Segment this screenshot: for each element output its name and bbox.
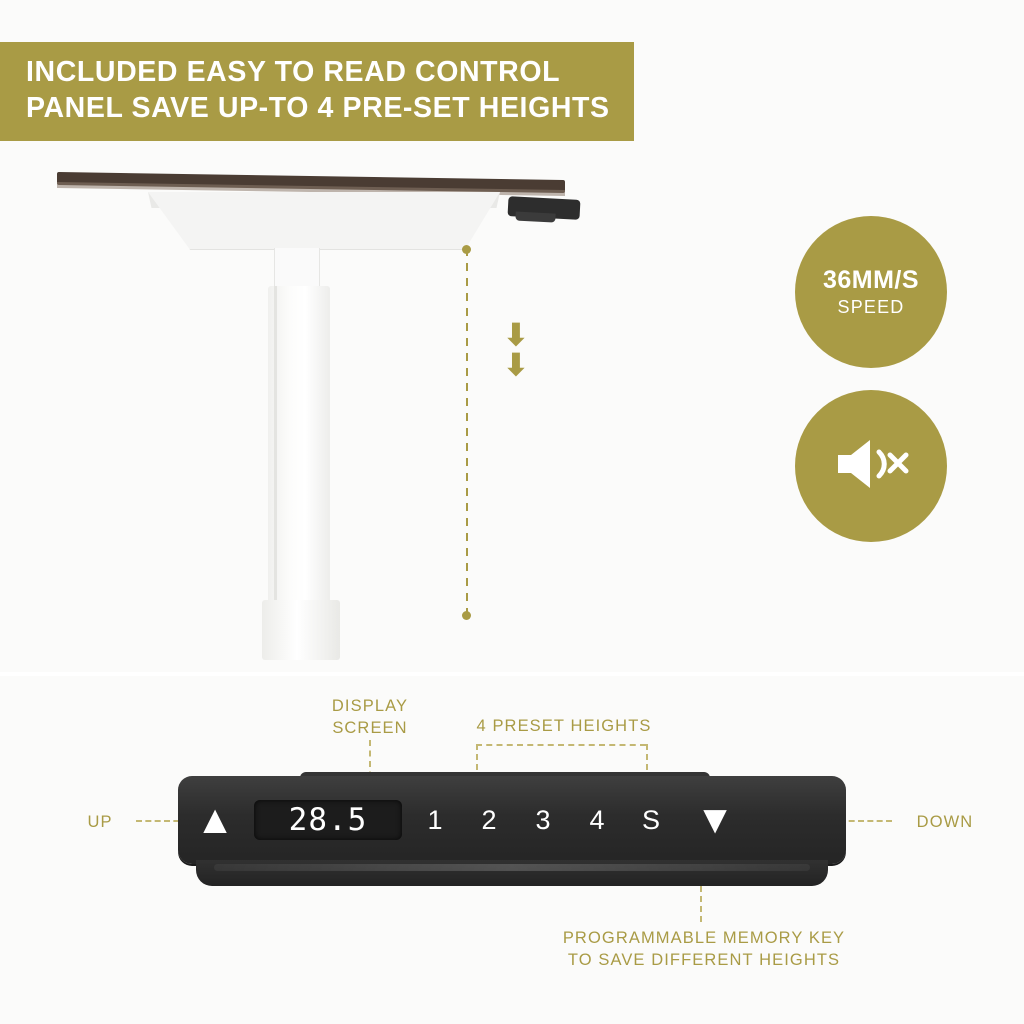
remote-lip-highlight [214,864,810,871]
up-label: UP [87,813,113,831]
memory-save-button[interactable]: S [641,804,660,835]
mounted-control-panel [508,196,581,220]
headline-line-1: INCLUDED EASY TO READ CONTROL [26,56,561,88]
desk-column [268,286,330,646]
down-label: DOWN [916,813,974,831]
preset-button-2[interactable]: 2 [481,804,497,835]
speed-label: SPEED [837,297,905,317]
preset-button-4[interactable]: 4 [589,804,605,835]
connector-presets-bracket [476,744,646,746]
height-display-screen [254,800,402,840]
quiet-operation-badge [795,390,947,542]
travel-direction-arrows [494,319,538,382]
remote-button-row [178,776,846,864]
desk-underframe [148,192,500,250]
desk-column-base-segment [262,600,340,660]
up-button[interactable]: ▲ [195,798,235,842]
speed-badge [795,216,947,368]
height-display-value: 28.5 [288,802,368,838]
preset-button-3[interactable]: 3 [535,804,551,835]
arrow-up-icon: ⬇ [503,349,529,382]
speed-value: 36MM/S [822,266,920,294]
height-travel-guideline [466,248,468,616]
memory-key-label: PROGRAMMABLE MEMORY KEY TO SAVE DIFFERENT HEIGHTS [562,929,846,969]
display-screen-label: DISPLAY SCREEN [331,697,409,737]
travel-endpoint-bottom-dot [462,611,471,620]
desk-column-upper-segment [274,248,320,288]
headline-line-2: PANEL SAVE UP-TO 4 PRE-SET HEIGHTS [26,92,610,125]
down-button[interactable]: ▼ [695,798,735,842]
arrow-up-icon: ⬇ [503,319,529,352]
preset-heights-label: 4 PRESET HEIGHTS [476,717,652,735]
muted-speaker-icon [832,433,910,500]
travel-endpoint-top-dot [462,245,471,254]
preset-button-1[interactable]: 1 [427,804,443,835]
